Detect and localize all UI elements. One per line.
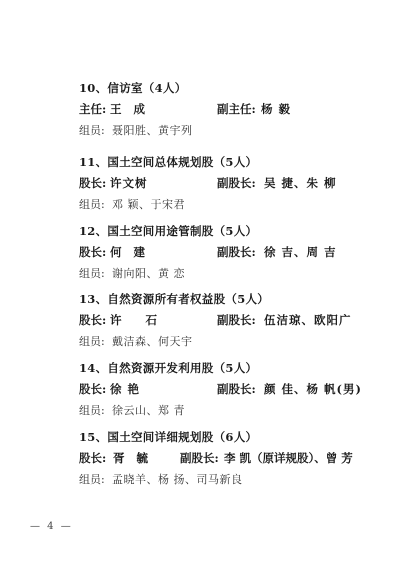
section-title: 10、信访室（4人） bbox=[79, 81, 187, 95]
members-names: 戴洁森、何天宇 bbox=[112, 335, 193, 348]
members-names: 聂阳胜、黄宇列 bbox=[112, 124, 193, 137]
members-names: 徐云山、郑 青 bbox=[112, 404, 185, 417]
lead-name: 许 石 bbox=[110, 313, 168, 327]
lead-label: 股长: bbox=[79, 245, 107, 259]
deputy-name: 颜 佳、杨 帆(男) bbox=[264, 382, 362, 396]
deputy-name: 杨 毅 bbox=[261, 102, 292, 116]
lead-label: 股长: bbox=[79, 176, 107, 190]
deputy-label: 副股长: bbox=[217, 176, 256, 190]
members-label: 组员: bbox=[79, 404, 105, 417]
members-label: 组员: bbox=[79, 335, 105, 348]
lead-name: 王 成 bbox=[110, 102, 150, 116]
lead-label: 股长: bbox=[79, 313, 107, 327]
section-title: 15、国土空间详细规划股（6人） bbox=[79, 430, 258, 444]
deputy-name: 伍洁琼、欧阳广 bbox=[264, 313, 352, 327]
lead-name: 许文树 bbox=[110, 176, 148, 190]
section-title: 14、自然资源开发利用股（5人） bbox=[79, 361, 258, 375]
lead-name: 徐 艳 bbox=[110, 382, 141, 396]
deputy-name: 徐 吉、周 吉 bbox=[264, 245, 337, 259]
members-label: 组员: bbox=[79, 473, 105, 486]
members-names: 邓 颖、于宋君 bbox=[112, 198, 185, 211]
members-names: 谢向阳、黄 恋 bbox=[112, 267, 185, 280]
section-title: 13、自然资源所有者权益股（5人） bbox=[79, 292, 270, 306]
members-label: 组员: bbox=[79, 198, 105, 211]
lead-label: 主任: bbox=[79, 102, 107, 116]
lead-label: 股长: bbox=[79, 382, 107, 396]
section-title: 11、国土空间总体规划股（5人） bbox=[79, 155, 258, 169]
deputy-label: 副股长: bbox=[217, 245, 256, 259]
page-number: — 4 — bbox=[30, 521, 73, 532]
members-label: 组员: bbox=[79, 124, 105, 137]
deputy-name: 吴 捷、朱 柳 bbox=[264, 176, 337, 190]
deputy-label: 副股长: bbox=[180, 451, 219, 465]
deputy-name: 李 凯（原详规股）、曾 芳 bbox=[224, 451, 353, 465]
lead-name: 胥 毓 bbox=[113, 451, 153, 465]
deputy-label: 副主任: bbox=[217, 102, 256, 116]
deputy-label: 副股长: bbox=[217, 313, 256, 327]
members-names: 孟晓羊、杨 扬、司马新良 bbox=[112, 473, 243, 486]
section-title: 12、国土空间用途管制股（5人） bbox=[79, 224, 258, 238]
deputy-label: 副股长: bbox=[217, 382, 256, 396]
lead-name: 何 建 bbox=[110, 245, 150, 259]
lead-label: 股长: bbox=[79, 451, 107, 465]
members-label: 组员: bbox=[79, 267, 105, 280]
